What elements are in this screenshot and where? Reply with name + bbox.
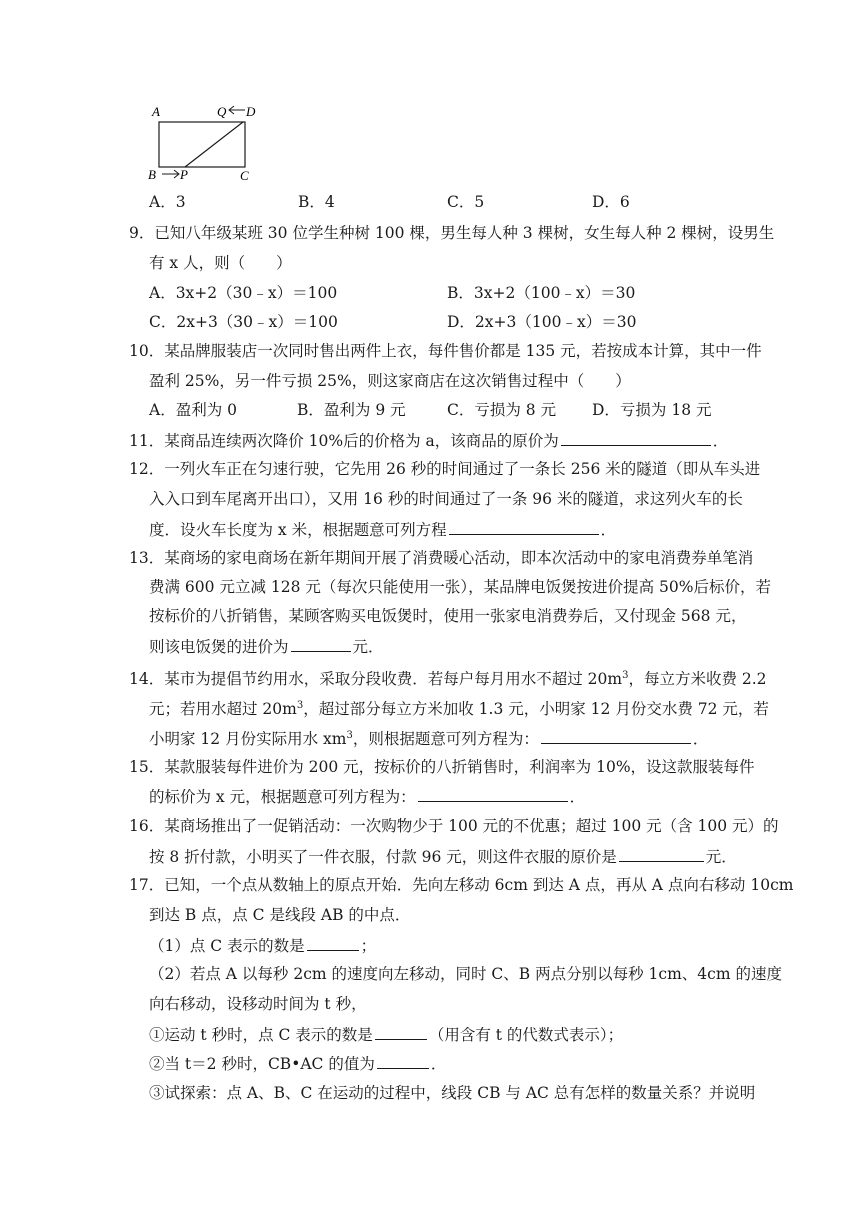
q12-end: ．	[600, 521, 617, 539]
q14-line-3a: 小明家 12 月份实际用水 xm	[149, 730, 347, 749]
q17-part-2	[149, 1053, 446, 1074]
q15-end: ．	[569, 788, 586, 806]
q17-sub-1-blank[interactable]	[307, 935, 359, 951]
label-q: Q	[217, 104, 227, 119]
q13-answer-blank[interactable]	[291, 636, 351, 652]
q17-sub-2-line-1: （2）若点 A 以每秒 2cm 的速度向左移动，同时 C、B 两点分别以每秒 1cm、4cm 的速度	[149, 965, 782, 983]
q14-line-2b: ，超过部分每立方米加收 1.3 元，小明家 12 月份交水费 72 元，若	[303, 700, 769, 719]
q9-line-2: 有 x 人，则（ ）	[149, 254, 292, 272]
q11-end: ．	[712, 432, 729, 450]
q16-text: 按 8 折付款，小明买了一件衣服，付款 96 元，则这件衣服的原价是	[149, 848, 617, 866]
q8-option-b: B．4	[298, 193, 335, 211]
q14-line-1b: ，每立方米收费 2.2	[628, 670, 767, 689]
q15-text: 的标价为 x 元，根据题意可列方程为：	[149, 788, 416, 806]
q14-line-1	[129, 666, 767, 689]
q14-sup-1: 3	[622, 670, 629, 681]
q17-part-3: ③试探索：点 A、B、C 在运动的过程中，线段 CB 与 AC 总有怎样的数量关系？并说明	[149, 1084, 756, 1102]
q17-sub-2-line-2: 向右移动，设移动时间为 t 秒，	[149, 995, 367, 1013]
label-a: A	[152, 104, 160, 119]
q14-sup-2: 3	[296, 700, 304, 711]
q17-part-1	[149, 1024, 623, 1045]
q12-answer-blank[interactable]	[449, 519, 599, 535]
q11-text: 11．某商品连续两次降价 10%后的价格为 a，该商品的原价为	[129, 432, 559, 450]
q10-option-d: D．亏损为 18 元	[592, 401, 712, 419]
q15-answer-blank[interactable]	[418, 786, 568, 802]
q12-text: 度．设火车长度为 x 米，根据题意可列方程	[149, 521, 447, 539]
q10-option-a: A．盈利为 0	[149, 401, 237, 419]
q9-option-d: D．2x+3（100﹣x）＝30	[447, 313, 637, 331]
rectangle-figure	[140, 98, 270, 190]
q16-line-2	[149, 846, 737, 867]
q17-part-1-end: （用含有 t 的代数式表示）；	[428, 1026, 624, 1044]
q10-option-b: B．盈利为 9 元	[297, 401, 406, 419]
q14-line-2a: 元；若用水超过 20m	[149, 700, 297, 719]
q16-end: 元．	[705, 848, 737, 866]
label-d: D	[246, 104, 256, 119]
q10-option-c: C．亏损为 8 元	[447, 401, 557, 419]
q17-part-1-blank[interactable]	[375, 1024, 427, 1040]
q14-end: ．	[692, 730, 709, 749]
q14-answer-blank[interactable]	[541, 728, 691, 744]
q17-part-2-blank[interactable]	[377, 1053, 429, 1069]
label-b: B	[148, 167, 156, 182]
q8-option-c: C．5	[447, 193, 485, 211]
q14-line-3b: ，则根据题意可列方程为：	[352, 730, 539, 749]
q14-sup-3: 3	[346, 730, 353, 741]
q8-option-d: D．6	[592, 193, 630, 211]
q17-part-2-text: ②当 t＝2 秒时，CB•AC 的值为	[149, 1055, 375, 1073]
q9-line-1: 9．已知八年级某班 30 位学生种树 100 棵，男生每人种 3 棵树，女生每人种 2 棵树，设男生	[129, 224, 775, 242]
q13-end: 元．	[352, 638, 384, 656]
label-p: P	[180, 167, 188, 182]
q17-line-2: 到达 B 点，点 C 是线段 AB 的中点．	[149, 906, 411, 924]
q13-line-1: 13．某商场的家电商场在新年期间开展了消费暖心活动，即本次活动中的家电消费券单笔消	[129, 549, 754, 567]
q14-line-3	[149, 726, 708, 749]
q12-line-3	[149, 519, 616, 540]
q12-line-1: 12．一列火车正在匀速行驶，它先用 26 秒的时间通过了一条长 256 米的隧道（即从车头进	[129, 460, 761, 478]
q10-line-1: 10．某品牌服装店一次同时售出两件上衣，每件售价都是 135 元，若按成本计算，其中一件	[129, 342, 762, 360]
rectangle-abcd	[159, 122, 245, 167]
q17-line-1: 17．已知，一个点从数轴上的原点开始．先向左移动 6cm 到达 A 点，再从 A 点向右移动 10cm	[129, 876, 794, 894]
q10-line-2: 盈利 25%，另一件亏损 25%，则这家商店在这次销售过程中（ ）	[149, 372, 631, 390]
q17-part-1-text: ①运动 t 秒时，点 C 表示的数是	[149, 1026, 373, 1044]
q9-option-a: A．3x+2（30﹣x）＝100	[149, 284, 338, 302]
q17-sub-1-text: （1）点 C 表示的数是	[149, 937, 305, 955]
q11-line	[129, 430, 728, 451]
q9-option-b: B．3x+2（100﹣x）＝30	[447, 284, 636, 302]
q15-line-1: 15．某款服装每件进价为 200 元，按标价的八折销售时，利润率为 10%，设这款服装每件	[129, 758, 755, 776]
q13-text: 则该电饭煲的进价为	[149, 638, 289, 656]
q11-answer-blank[interactable]	[561, 430, 711, 446]
q17-part-2-end: ．	[430, 1055, 447, 1073]
q17-sub-1-end: ；	[360, 937, 377, 955]
q13-line-3: 按标价的八折销售，某顾客购买电饭煲时，使用一张家电消费券后，又付现金 568 元，	[149, 607, 747, 625]
q15-line-2	[149, 786, 585, 807]
segment-pq	[185, 122, 243, 167]
q13-line-4	[149, 636, 384, 657]
q14-line-2	[149, 696, 769, 719]
q16-answer-blank[interactable]	[619, 846, 704, 862]
q9-option-c: C．2x+3（30﹣x）＝100	[149, 313, 338, 331]
q13-line-2: 费满 600 元立减 128 元（每次只能使用一张），某品牌电饭煲按进价提高 50%后标价，若	[149, 578, 772, 596]
q17-sub-1	[149, 935, 376, 956]
q14-line-1a: 14．某市为提倡节约用水，采取分段收费．若每户每月用水不超过 20m	[129, 670, 623, 689]
label-c: C	[240, 168, 249, 183]
q12-line-2: 入入口到车尾离开出口），又用 16 秒的时间通过了一条 96 米的隧道，求这列火车的长	[149, 490, 743, 508]
q16-line-1: 16．某商场推出了一促销活动：一次购物少于 100 元的不优惠；超过 100 元（含 100 元）的	[129, 817, 779, 835]
q8-option-a: A．3	[149, 193, 186, 211]
